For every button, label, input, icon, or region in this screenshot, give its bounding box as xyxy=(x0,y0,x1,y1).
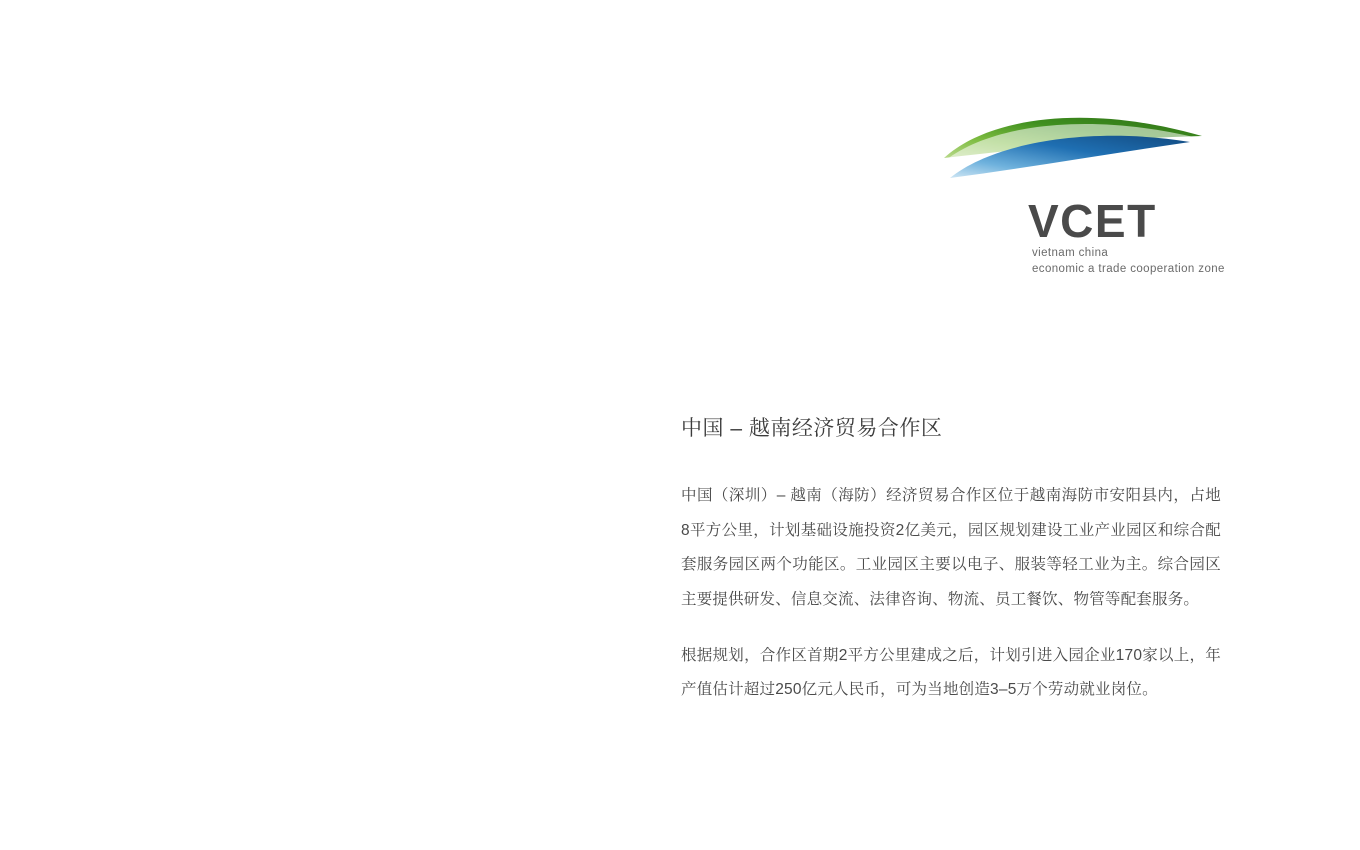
logo-tagline-line1: vietnam china xyxy=(1032,247,1109,259)
vcet-logo xyxy=(940,108,1230,288)
paragraph-1: 中国（深圳）– 越南（海防）经济贸易合作区位于越南海防市安阳县内，占地8平方公里，计划基础设施投资2亿美元，园区规划建设工业产业园区和综合配套服务园区两个功能区。工业园区主要以电子、服装等轻工业为主。综合园区主要提供研发、信息交流、法律咨询、物流、员工餐饮、物管等配套服务。 xyxy=(681,487,1221,608)
logo-wordmark: VCET xyxy=(1028,195,1157,247)
page-title: 中国 – 越南经济贸易合作区 xyxy=(681,417,943,440)
document-text-column xyxy=(681,414,1221,708)
logo-tagline xyxy=(1032,246,1225,277)
paragraph-2: 根据规划，合作区首期2平方公里建成之后，计划引进入园企业170家以上，年产值估计超过250亿元人民币，可为当地创造3–5万个劳动就业岗位。 xyxy=(681,647,1221,699)
vcet-swoosh-icon xyxy=(940,108,1220,198)
logo-tagline-line2: economic a trade cooperation zone xyxy=(1032,262,1225,275)
